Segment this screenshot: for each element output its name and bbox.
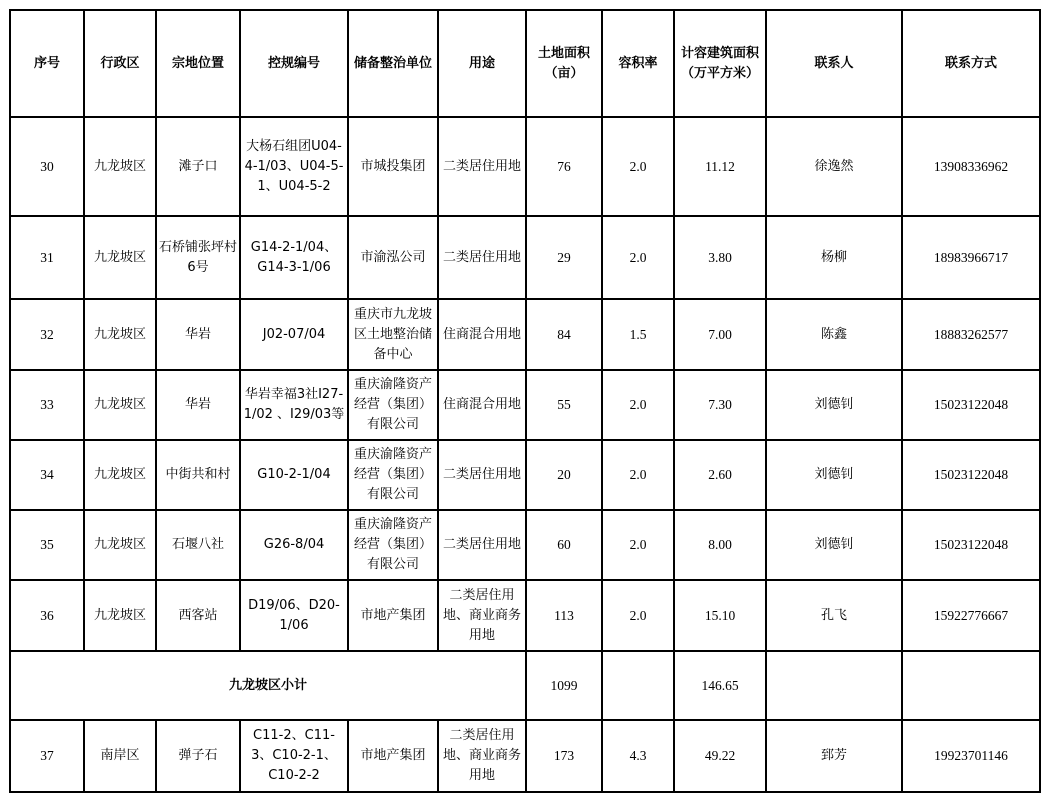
plot-ratio-cell: 1.5 [602, 299, 674, 370]
location-cell: 滩子口 [156, 117, 240, 216]
reserve-unit-cell: 重庆渝隆资产经营（集团）有限公司 [348, 440, 438, 510]
plot-ratio-cell: 2.0 [602, 117, 674, 216]
row-number: 31 [10, 216, 84, 299]
land-area-cell: 84 [526, 299, 602, 370]
row-number: 32 [10, 299, 84, 370]
header-cell: 联系方式 [902, 10, 1040, 117]
plan-code-cell: G14-2-1/04、G14-3-1/06 [240, 216, 348, 299]
reserve-unit-cell: 市地产集团 [348, 580, 438, 651]
table-row [10, 720, 1040, 792]
floor-area-cell: 49.22 [674, 720, 766, 792]
district-cell: 九龙坡区 [84, 370, 156, 440]
header-cell: 计容建筑面积（万平方米） [674, 10, 766, 117]
table-row [10, 580, 1040, 651]
floor-area-cell: 8.00 [674, 510, 766, 580]
plot-ratio-cell: 4.3 [602, 720, 674, 792]
floor-area-cell: 2.60 [674, 440, 766, 510]
floor-area-cell: 15.10 [674, 580, 766, 651]
plan-code-cell: G26-8/04 [240, 510, 348, 580]
land-reserve-table [9, 9, 1041, 793]
table-row [10, 216, 1040, 299]
table-row [10, 370, 1040, 440]
contact-person-cell: 陈鑫 [766, 299, 902, 370]
reserve-unit-cell: 重庆渝隆资产经营（集团）有限公司 [348, 370, 438, 440]
floor-area-cell: 3.80 [674, 216, 766, 299]
land-use-cell: 二类居住用地 [438, 510, 526, 580]
table-row [10, 510, 1040, 580]
contact-person-cell: 刘德钊 [766, 440, 902, 510]
reserve-unit-cell: 市渝泓公司 [348, 216, 438, 299]
header-row [10, 10, 1040, 117]
plan-code-cell: J02-07/04 [240, 299, 348, 370]
contact-person-cell: 刘德钊 [766, 510, 902, 580]
land-use-cell: 二类居住用地 [438, 440, 526, 510]
table-row [10, 299, 1040, 370]
plot-ratio-cell: 2.0 [602, 440, 674, 510]
contact-person-cell: 刘德钊 [766, 370, 902, 440]
floor-area-cell: 7.00 [674, 299, 766, 370]
floor-area-cell: 7.30 [674, 370, 766, 440]
plan-code-cell: 华岩幸福3社I27-1/02 、I29/03等 [240, 370, 348, 440]
land-area-cell: 173 [526, 720, 602, 792]
land-use-cell: 二类居住用地、商业商务用地 [438, 580, 526, 651]
land-use-cell: 住商混合用地 [438, 370, 526, 440]
phone-cell: 15023122048 [902, 370, 1040, 440]
contact-person-cell: 孔飞 [766, 580, 902, 651]
row-number: 34 [10, 440, 84, 510]
row-number: 33 [10, 370, 84, 440]
subtotal-row [10, 651, 1040, 720]
phone-cell: 15922776667 [902, 580, 1040, 651]
location-cell: 弹子石 [156, 720, 240, 792]
land-area-cell: 76 [526, 117, 602, 216]
phone-cell: 15023122048 [902, 510, 1040, 580]
district-cell: 九龙坡区 [84, 216, 156, 299]
plot-ratio-cell: 2.0 [602, 370, 674, 440]
header-cell: 宗地位置 [156, 10, 240, 117]
district-cell: 九龙坡区 [84, 440, 156, 510]
header-cell: 联系人 [766, 10, 902, 117]
reserve-unit-cell: 市城投集团 [348, 117, 438, 216]
phone-cell: 18983966717 [902, 216, 1040, 299]
subtotal-gfa: 146.65 [674, 651, 766, 720]
header-cell: 容积率 [602, 10, 674, 117]
land-use-cell: 二类居住用地、商业商务用地 [438, 720, 526, 792]
plot-ratio-cell: 2.0 [602, 216, 674, 299]
contact-person-cell: 杨柳 [766, 216, 902, 299]
row-number: 30 [10, 117, 84, 216]
plan-code-cell: G10-2-1/04 [240, 440, 348, 510]
location-cell: 石堰八社 [156, 510, 240, 580]
row-number: 35 [10, 510, 84, 580]
contact-person-cell: 徐逸然 [766, 117, 902, 216]
land-use-cell: 二类居住用地 [438, 216, 526, 299]
land-area-cell: 29 [526, 216, 602, 299]
land-use-cell: 二类居住用地 [438, 117, 526, 216]
floor-area-cell: 11.12 [674, 117, 766, 216]
district-cell: 九龙坡区 [84, 299, 156, 370]
plan-code-cell: C11-2、C11-3、C10-2-1、C10-2-2 [240, 720, 348, 792]
header-cell: 储备整治单位 [348, 10, 438, 117]
header-cell: 土地面积（亩） [526, 10, 602, 117]
header-cell: 序号 [10, 10, 84, 117]
table-row [10, 440, 1040, 510]
phone-cell: 15023122048 [902, 440, 1040, 510]
location-cell: 华岩 [156, 370, 240, 440]
header-cell: 行政区 [84, 10, 156, 117]
subtotal-phone [902, 651, 1040, 720]
land-area-cell: 55 [526, 370, 602, 440]
land-area-cell: 60 [526, 510, 602, 580]
phone-cell: 13908336962 [902, 117, 1040, 216]
district-cell: 九龙坡区 [84, 580, 156, 651]
location-cell: 华岩 [156, 299, 240, 370]
district-cell: 南岸区 [84, 720, 156, 792]
land-use-cell: 住商混合用地 [438, 299, 526, 370]
row-number: 36 [10, 580, 84, 651]
header-cell: 控规编号 [240, 10, 348, 117]
land-area-cell: 113 [526, 580, 602, 651]
reserve-unit-cell: 重庆渝隆资产经营（集团）有限公司 [348, 510, 438, 580]
phone-cell: 18883262577 [902, 299, 1040, 370]
subtotal-label: 九龙坡区小计 [10, 651, 526, 720]
phone-cell: 19923701146 [902, 720, 1040, 792]
row-number: 37 [10, 720, 84, 792]
header-cell: 用途 [438, 10, 526, 117]
district-cell: 九龙坡区 [84, 510, 156, 580]
contact-person-cell: 郅芳 [766, 720, 902, 792]
plan-code-cell: 大杨石组团U04-4-1/03、U04-5-1、U04-5-2 [240, 117, 348, 216]
table-row [10, 117, 1040, 216]
subtotal-far [602, 651, 674, 720]
reserve-unit-cell: 重庆市九龙坡区土地整治储备中心 [348, 299, 438, 370]
plot-ratio-cell: 2.0 [602, 580, 674, 651]
location-cell: 西客站 [156, 580, 240, 651]
location-cell: 石桥铺张坪村6号 [156, 216, 240, 299]
plot-ratio-cell: 2.0 [602, 510, 674, 580]
subtotal-area: 1099 [526, 651, 602, 720]
district-cell: 九龙坡区 [84, 117, 156, 216]
location-cell: 中街共和村 [156, 440, 240, 510]
plan-code-cell: D19/06、D20-1/06 [240, 580, 348, 651]
reserve-unit-cell: 市地产集团 [348, 720, 438, 792]
land-area-cell: 20 [526, 440, 602, 510]
subtotal-contact [766, 651, 902, 720]
